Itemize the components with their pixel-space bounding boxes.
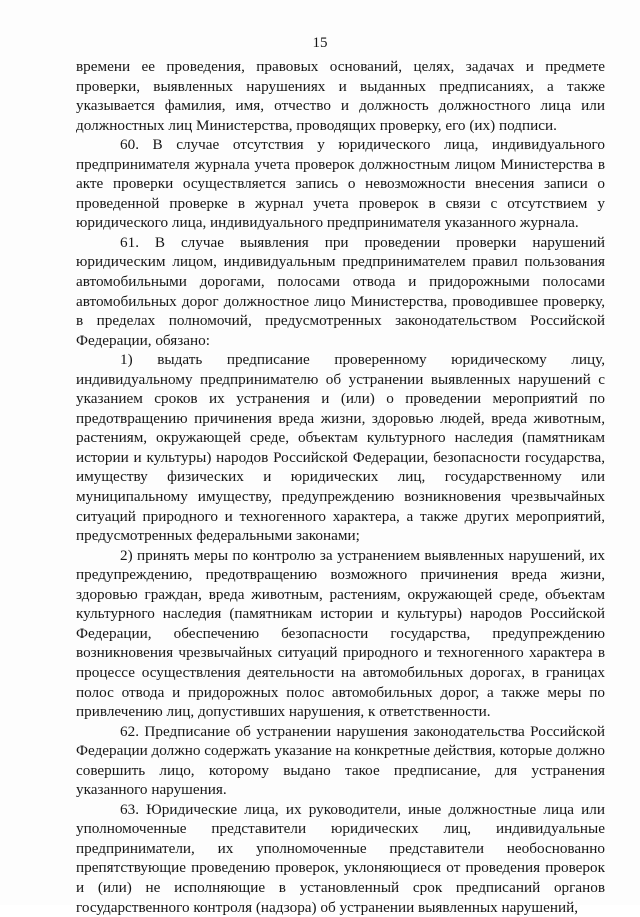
- paragraph-item-61-subitem-2: 2) принять меры по контролю за устранением выявленных нарушений, их предупреждению, предотвращению возможного причинения вреда жизни, здоровью граждан, вреда животным, растениям, окружающей среде, объектам культурного наследия (памятникам истории и культуры) народов Российской Федерации, обеспечению безопасности государства, предупреждению возникновения чрезвычайных ситуаций природного и техногенного характера в процессе осуществления деятельности на автомобильных дорогах, в границах полос отвода и придорожных полос автомобильных дорог, а также меры по привлечению лиц, допустивших нарушения, к ответственности.: [76, 546, 605, 721]
- paragraph-item-63: 63. Юридические лица, их руководители, иные должностные лица или уполномоченные представители юридических лиц, индивидуальные предприниматели, их уполномоченные представители необоснованно препятствующие проведению проверок, уклоняющиеся от проведения проверок и (или) не исполняющие в установленный срок предписаний органов государственного контроля (надзора) об устранении выявленных нарушений,: [76, 800, 605, 916]
- document-body: [76, 57, 605, 917]
- paragraph-item-62: 62. Предписание об устранении нарушения законодательства Российской Федерации должно содержать указание на конкретные действия, которые должно совершить лицо, которому выдано такое предписание, для устранения указанного нарушения.: [76, 722, 605, 799]
- paragraph-item-60: 60. В случае отсутствия у юридического лица, индивидуального предпринимателя журнала учета проверок должностным лицом Министерства в акте проверки осуществляется запись о невозможности внесения записи о проведенной проверке в журнал учета проверок в связи с отсутствием у юридического лица, индивидуального предпринимателя указанного журнала.: [76, 136, 605, 232]
- paragraph-item-61: 61. В случае выявления при проведении проверки нарушений юридическим лицом, индивидуальным предпринимателем правил пользования автомобильными дорогами, полосами отвода и придорожными полосами автомобильных дорог должностное лицо Министерства, проводившее проверку, в пределах полномочий, предусмотренных законодательством Российской Федерации, обязано:: [76, 233, 605, 349]
- paragraph-continuation: времени ее проведения, правовых оснований, целях, задачах и предмете проверки, выявленных нарушениях и выданных предписаниях, а также указывается фамилия, имя, отчество и должность должностного лица или должностных лиц Министерства, проводящих проверку, его (их) подписи.: [76, 58, 605, 134]
- page-number: 15: [312, 35, 328, 51]
- paragraph-item-61-subitem-1: 1) выдать предписание проверенному юридическому лицу, индивидуальному предпринимателю об устранении выявленных нарушений с указанием сроков их устранения и (или) о проведении мероприятий по предотвращению причинения вреда жизни, здоровью людей, вреда животным, растениям, окружающей среде, объектам культурного наследия (памятникам истории и культуры) народов Российской Федерации, безопасности государства, имуществу физических и юридических лиц, государственному или муниципальному имуществу, предупреждению возникновения чрезвычайных ситуаций природного и техногенного характера, а также других мероприятий, предусмотренных федеральными законами;: [76, 351, 605, 545]
